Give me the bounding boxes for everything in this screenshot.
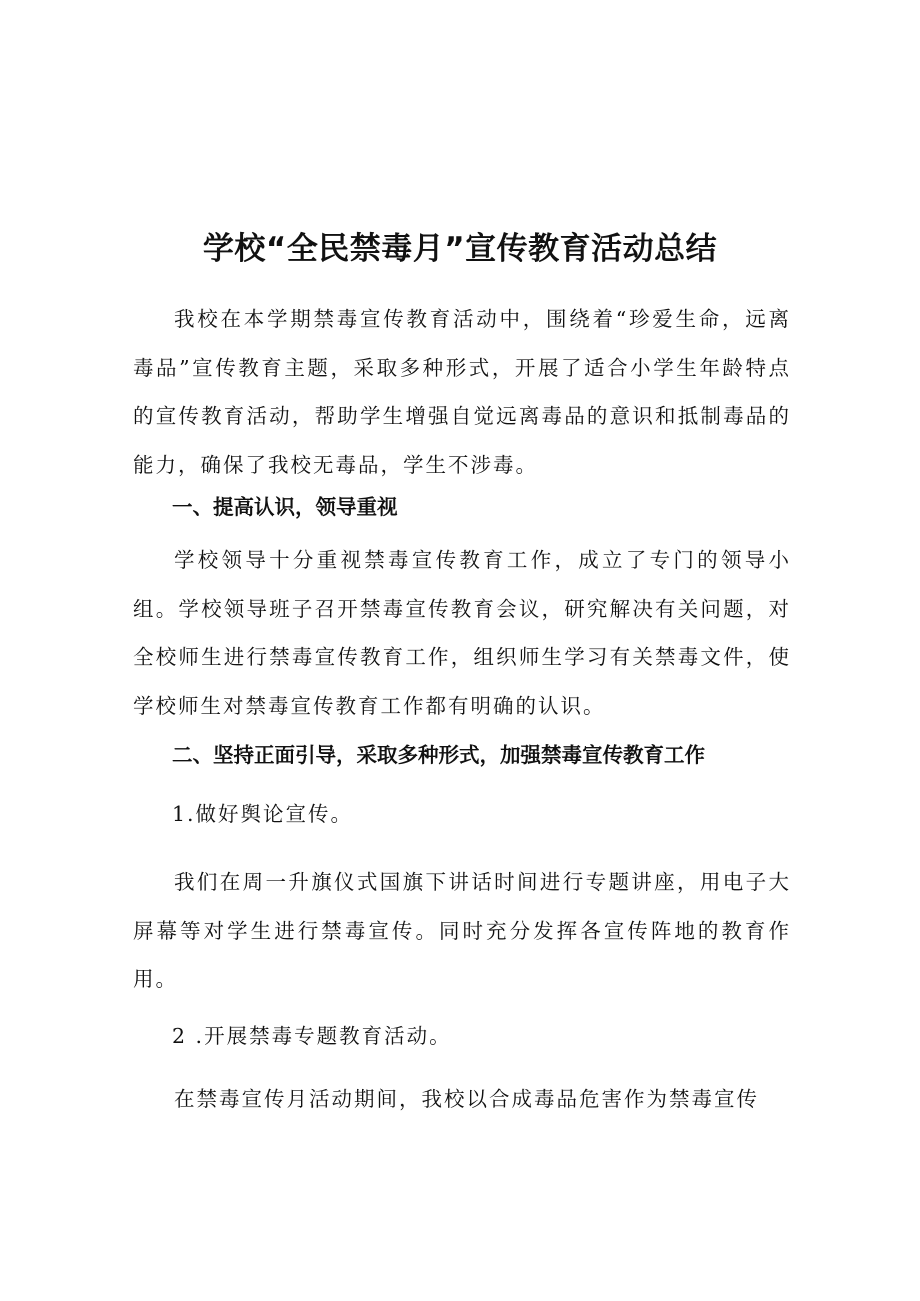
item-2-paragraph: 在禁毒宣传月活动期间，我校以合成毒品危害作为禁毒宣传	[174, 1087, 759, 1111]
section-2-heading: 二、坚持正面引导，采取多种形式，加强禁毒宣传教育工作	[172, 743, 705, 767]
item-1-label: 1.做好舆论宣传。	[172, 802, 354, 826]
item-1-paragraph: 我们在周一升旗仪式国旗下讲话时间进行专题讲座，用电子大屏幕等对学生进行禁毒宣传。同时充分发挥各宣传阵地的教育作用。	[133, 870, 791, 991]
intro-paragraph: 我校在本学期禁毒宣传教育活动中，围绕着“珍爱生命，远离毒品”宣传教育主题，采取多种形式，开展了适合小学生年龄特点的宣传教育活动，帮助学生增强自觉远离毒品的意识和抵制毒品的能力，确保了我校无毒品，学生不涉毒。	[133, 307, 791, 477]
section-1-paragraph: 学校领导十分重视禁毒宣传教育工作，成立了专门的领导小组。学校领导班子召开禁毒宣传教育会议，研究解决有关问题，对全校师生进行禁毒宣传教育工作，组织师生学习有关禁毒文件，使学校师生对禁毒宣传教育工作都有明确的认识。	[133, 548, 791, 718]
section-1-heading: 一、提高认识，领导重视	[172, 495, 398, 519]
document-title: 学校“全民禁毒月”宣传教育活动总结	[202, 230, 718, 267]
item-2-label: 2 .开展禁毒专题教育活动。	[172, 1024, 452, 1048]
